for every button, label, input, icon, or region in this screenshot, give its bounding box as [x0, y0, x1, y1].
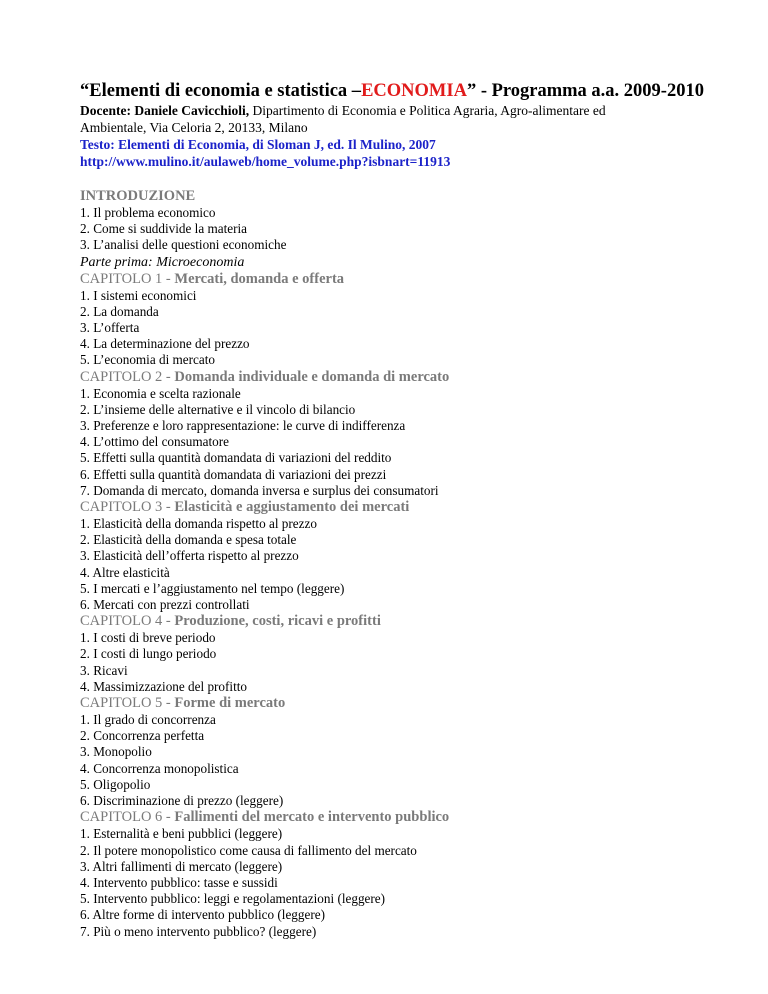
list-item: 2. Elasticità della domanda e spesa totale	[80, 532, 297, 548]
list-item: 2. La domanda	[80, 303, 159, 319]
list-item: 3. L’analisi delle questioni economiche	[80, 237, 287, 253]
list-item: 2. Concorrenza perfetta	[80, 728, 205, 744]
chapter-title: Fallimenti del mercato e intervento pubblico	[174, 809, 450, 826]
list-item: 3. Monopolio	[80, 744, 152, 760]
chapter-title: Mercati, domanda e offerta	[174, 270, 345, 287]
chapter-label: CAPITOLO 5 -	[80, 695, 175, 712]
title-highlight: ECONOMIA	[361, 81, 467, 101]
list-item: 1. I sistemi economici	[80, 287, 197, 303]
textbook-url[interactable]: http://www.mulino.it/aulaweb/home_volume.php?isbnart=11913	[80, 154, 451, 169]
list-item: 1. Economia e scelta razionale	[80, 385, 241, 401]
list-item: 3. Altri fallimenti di mercato (leggere)	[80, 858, 283, 874]
chapter-heading-1	[80, 271, 700, 288]
section-heading-introduzione: INTRODUZIONE	[80, 188, 196, 204]
list-item: 3. Ricavi	[80, 662, 128, 678]
list-item: 5. Intervento pubblico: leggi e regolamentazioni (leggere)	[80, 891, 386, 907]
chapter-heading-2	[80, 369, 700, 386]
chapters-list	[80, 271, 700, 940]
title-text-end: ” - Programma a.a. 2009-2010	[466, 81, 704, 101]
list-item: 2. Il potere monopolistico come causa di fallimento del mercato	[80, 842, 417, 858]
document-title	[80, 80, 704, 102]
chapter-heading-6	[80, 809, 700, 826]
list-item: 7. Più o meno intervento pubblico? (leggere)	[80, 923, 317, 939]
chapter-title: Elasticità e aggiustamento dei mercati	[174, 499, 410, 516]
list-item: 5. I mercati e l’aggiustamento nel tempo (leggere)	[80, 580, 345, 596]
chapter-heading-4	[80, 613, 700, 630]
list-item: 1. Elasticità della domanda rispetto al prezzo	[80, 516, 317, 532]
chapter-title: Produzione, costi, ricavi e profitti	[174, 613, 381, 630]
list-item: 1. I costi di breve periodo	[80, 630, 216, 646]
list-item: 4. La determinazione del prezzo	[80, 336, 250, 352]
chapter-title: Domanda individuale e domanda di mercato	[174, 368, 450, 385]
chapter-label: CAPITOLO 4 -	[80, 613, 175, 630]
chapter-label: CAPITOLO 3 -	[80, 499, 175, 516]
list-item: 2. Come si suddivide la materia	[80, 221, 248, 237]
list-item: 2. I costi di lungo periodo	[80, 646, 217, 662]
list-item: 4. Concorrenza monopolistica	[80, 760, 239, 776]
list-item: 1. Il grado di concorrenza	[80, 712, 216, 728]
list-item: 4. Intervento pubblico: tasse e sussidi	[80, 874, 278, 890]
textbook-reference: Testo: Elementi di Economia, di Sloman J, ed. Il Mulino, 2007	[80, 137, 436, 152]
docente-label: Docente: Daniele Cavicchioli,	[80, 103, 250, 118]
list-item: 3. L’offerta	[80, 320, 140, 336]
docente-line	[80, 102, 700, 119]
list-item: 6. Effetti sulla quantità domandata di variazioni dei prezzi	[80, 466, 387, 482]
list-item: 5. Effetti sulla quantità domandata di variazioni del reddito	[80, 450, 392, 466]
chapter-heading-5	[80, 695, 700, 712]
list-item: 1. Esternalità e beni pubblici (leggere)	[80, 826, 283, 842]
title-text: “Elementi di economia e statistica –	[80, 81, 362, 101]
list-item: 6. Discriminazione di prezzo (leggere)	[80, 793, 284, 809]
list-item: 4. Altre elasticità	[80, 564, 170, 580]
list-item: 4. L’ottimo del consumatore	[80, 434, 229, 450]
spacer	[80, 170, 700, 188]
list-item: 2. L’insieme delle alternative e il vincolo di bilancio	[80, 401, 356, 417]
list-item: 1. Il problema economico	[80, 205, 216, 220]
chapter-label: CAPITOLO 6 -	[80, 809, 175, 826]
list-item: 3. Preferenze e loro rappresentazione: le curve di indifferenza	[80, 418, 406, 434]
part-heading: Parte prima: Microeconomia	[80, 254, 245, 270]
list-item: 6. Mercati con prezzi controllati	[80, 597, 250, 613]
list-item: 3. Elasticità dell’offerta rispetto al prezzo	[80, 548, 299, 564]
docente-affiliation: Dipartimento di Economia e Politica Agraria, Agro-alimentare ed	[249, 103, 606, 118]
chapter-heading-3	[80, 499, 700, 516]
chapter-title: Forme di mercato	[174, 695, 286, 712]
list-item: 6. Altre forme di intervento pubblico (leggere)	[80, 907, 325, 923]
list-item: 5. L’economia di mercato	[80, 352, 216, 368]
list-item: 5. Oligopolio	[80, 776, 151, 792]
list-item: 4. Massimizzazione del profitto	[80, 678, 247, 694]
chapter-label: CAPITOLO 2 -	[80, 368, 175, 385]
chapter-label: CAPITOLO 1 -	[80, 270, 175, 287]
docente-address: Ambientale, Via Celoria 2, 20133, Milano	[80, 120, 308, 135]
list-item: 7. Domanda di mercato, domanda inversa e surplus dei consumatori	[80, 482, 439, 498]
document-page	[80, 80, 704, 940]
